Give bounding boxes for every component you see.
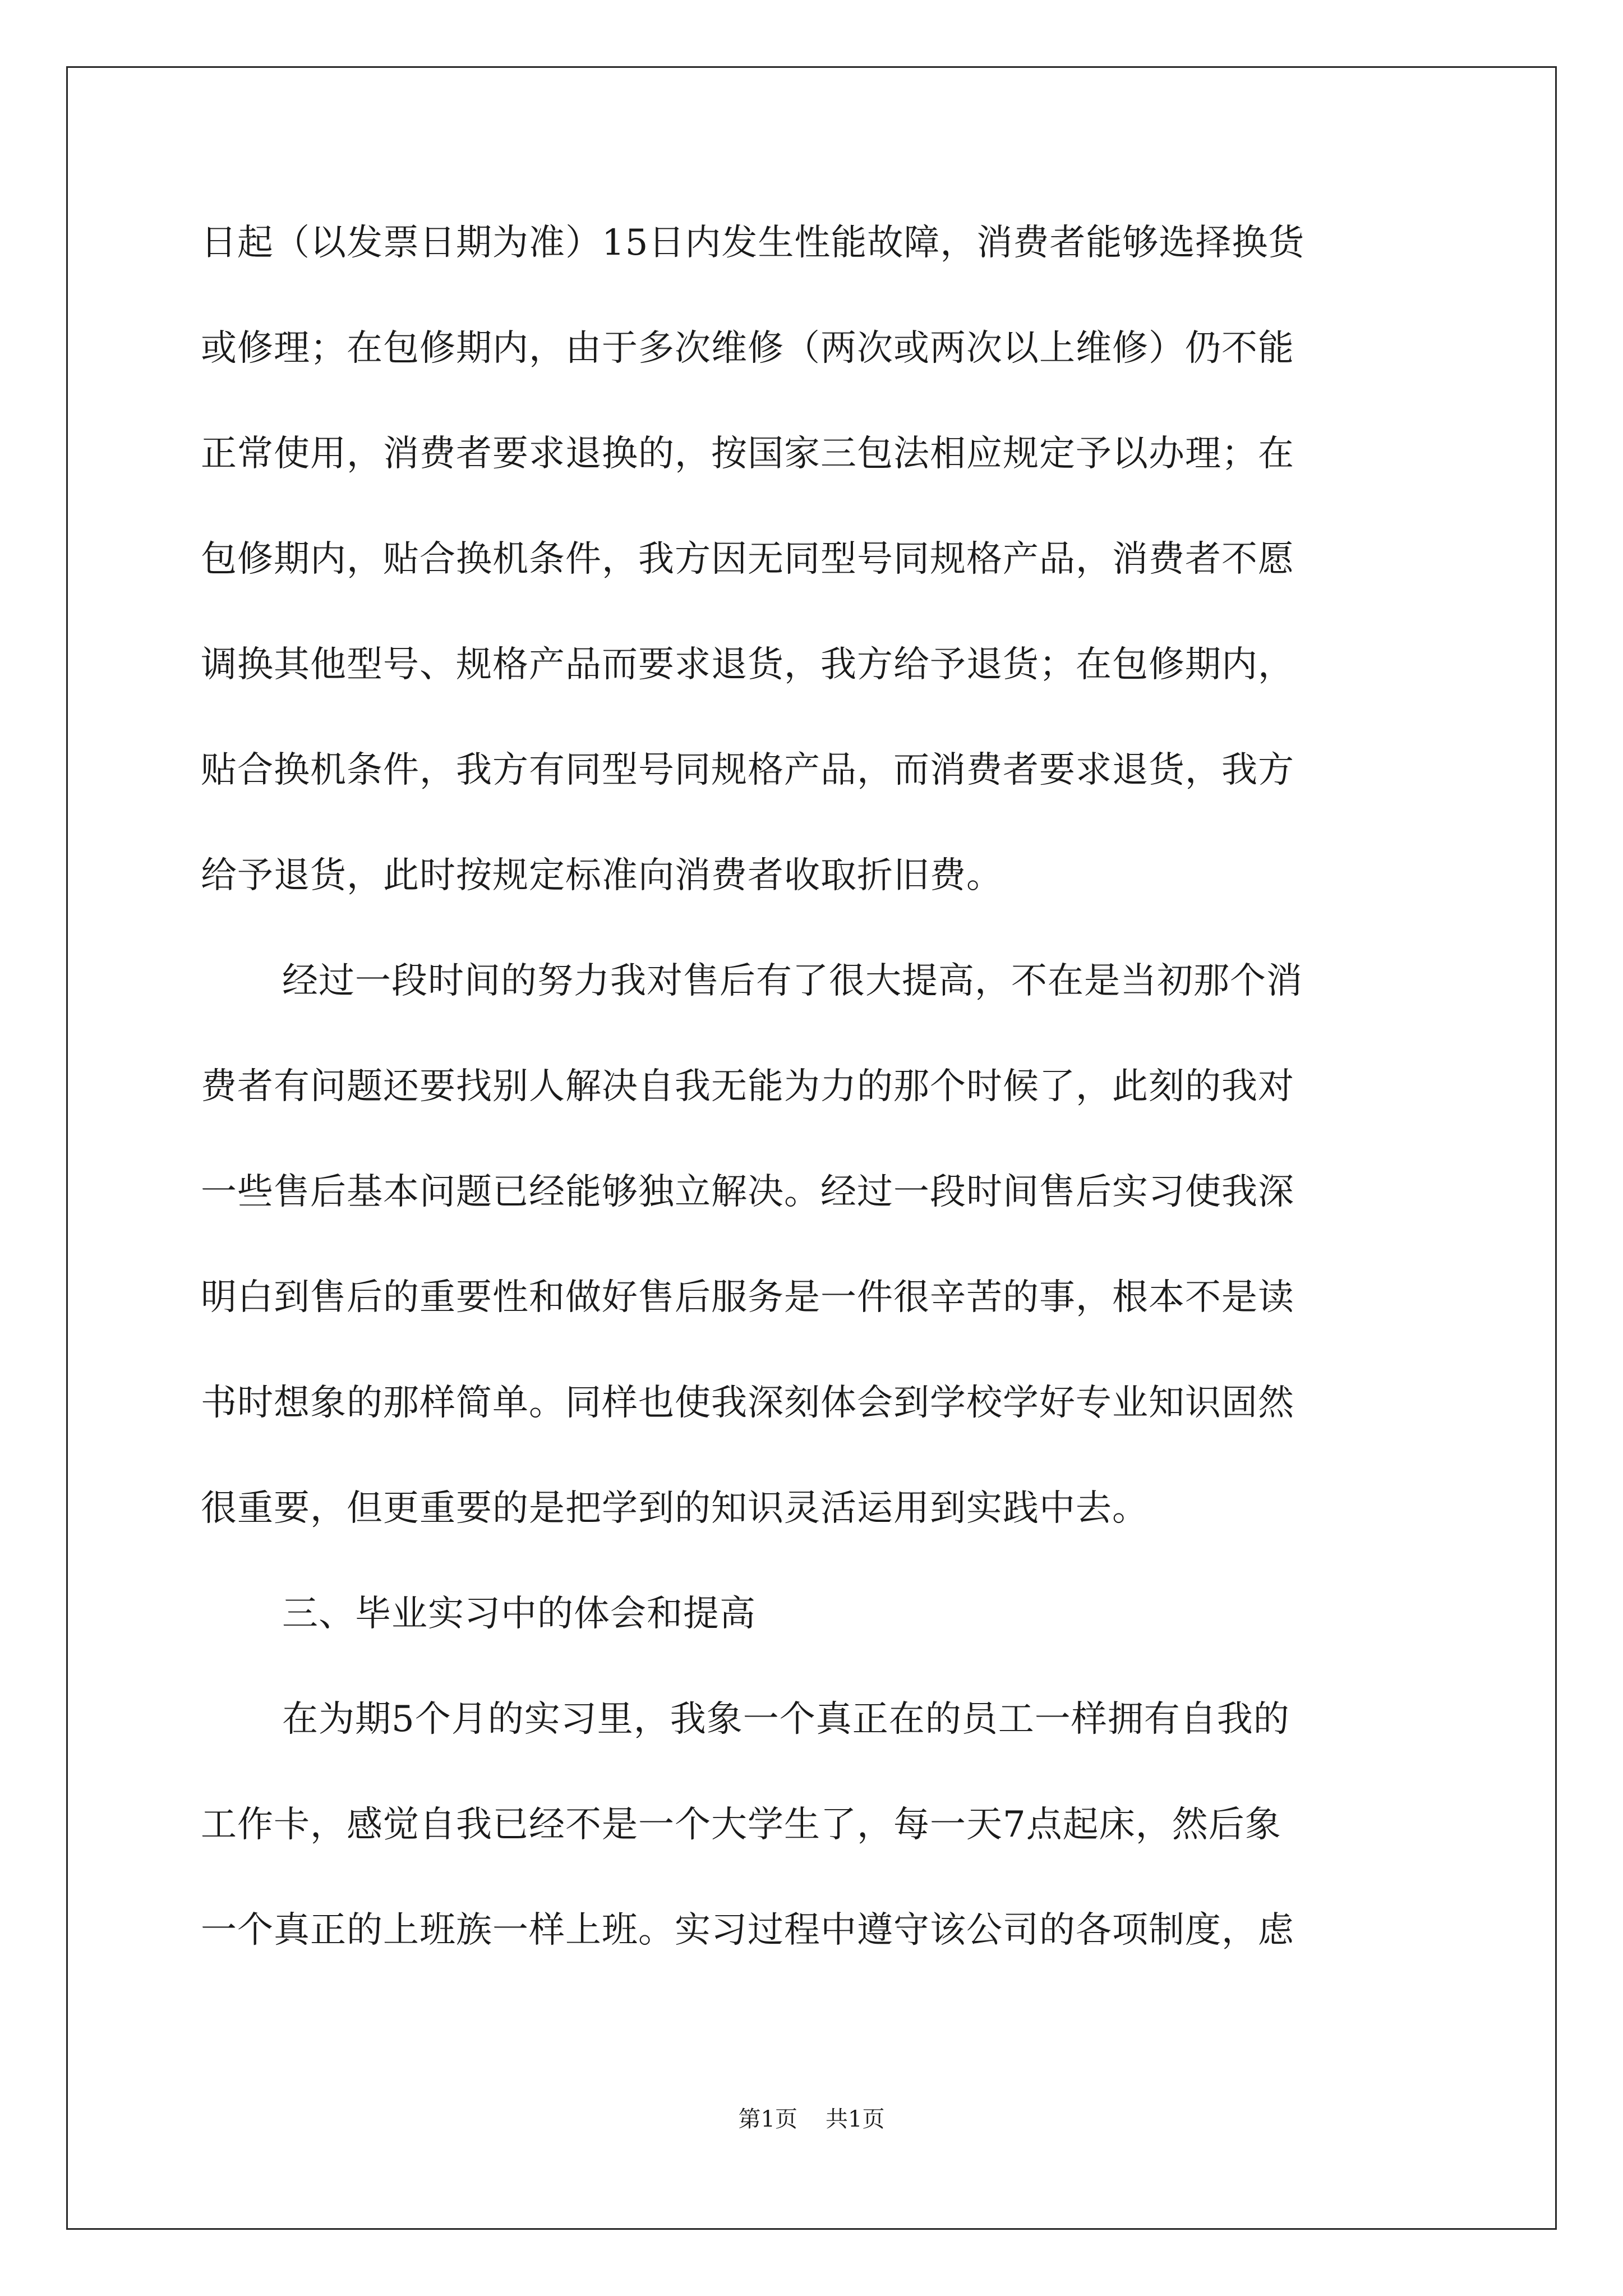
text-line: 或修理；在包修期内，由于多次维修（两次或两次以上维修）仍不能: [201, 328, 1294, 369]
text-line: 一些售后基本问题已经能够独立解决。经过一段时间售后实习使我深: [201, 1171, 1294, 1213]
text-line: 给予退货，此时按规定标准向消费者收取折旧费。: [201, 855, 1003, 896]
text-line: 调换其他型号、规格产品而要求退货，我方给予退货；在包修期内，: [201, 644, 1294, 685]
text-line: 一个真正的上班族一样上班。实习过程中遵守该公司的各项制度，虑: [201, 1910, 1294, 1951]
paragraph-start-line: 在为期5个月的实习里，我象一个真正在的员工一样拥有自我的: [282, 1699, 1290, 1740]
text-line: 贴合换机条件，我方有同型号同规格产品，而消费者要求退货，我方: [201, 749, 1294, 791]
text-line: 很重要，但更重要的是把学到的知识灵活运用到实践中去。: [201, 1488, 1149, 1529]
page-number: 第1页: [738, 2106, 797, 2132]
text-line: 工作卡，感觉自我已经不是一个大学生了，每一天7点起床，然后象: [201, 1804, 1281, 1846]
page-total: 共1页: [826, 2106, 885, 2132]
text-line: 日起（以发票日期为准）15日内发生性能故障，消费者能够选择换货: [201, 222, 1305, 264]
text-line: 包修期内，贴合换机条件，我方因无同型号同规格产品，消费者不愿: [201, 539, 1294, 580]
text-line: 费者有问题还要找别人解决自我无能为力的那个时候了，此刻的我对: [201, 1066, 1294, 1107]
text-line: 正常使用，消费者要求退换的，按国家三包法相应规定予以办理；在: [201, 433, 1294, 475]
page-footer: [0, 2106, 1623, 2133]
section-heading: 三、毕业实习中的体会和提高: [282, 1593, 756, 1635]
document-body: [201, 220, 1435, 2013]
paragraph-start-line: 经过一段时间的努力我对售后有了很大提高，不在是当初那个消: [282, 960, 1303, 1002]
text-line: 书时想象的那样简单。同样也使我深刻体会到学校学好专业知识固然: [201, 1382, 1294, 1424]
text-line: 明白到售后的重要性和做好售后服务是一件很辛苦的事，根本不是读: [201, 1277, 1294, 1318]
